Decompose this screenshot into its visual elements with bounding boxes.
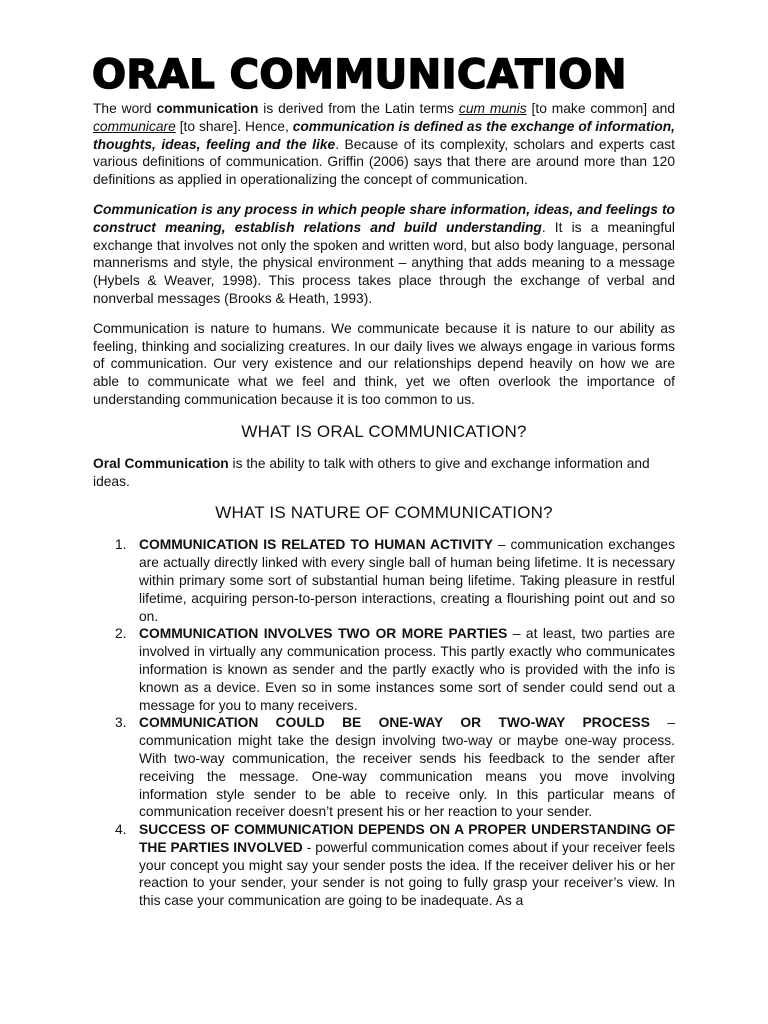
list-number: 1. bbox=[115, 537, 127, 553]
document-body bbox=[93, 100, 675, 910]
paragraph-definition bbox=[93, 201, 675, 308]
text-run: [to make common] and bbox=[526, 101, 675, 116]
paragraph-oral-definition bbox=[93, 455, 675, 491]
text-run: . It is a meaningful exchange that involves not only the spoken and written word, but also body language, personal mannerisms and style, the physical environment – anything that adds meaning to a message (Hybels & Weaver, 1998). This process takes place through the exchange of verbal and nonverbal messages (Brooks & Heath, 1993). bbox=[93, 219, 675, 306]
nature-list bbox=[93, 536, 675, 910]
list-number: 2. bbox=[115, 626, 127, 642]
section-heading-nature: WHAT IS NATURE OF COMMUNICATION? bbox=[215, 503, 553, 523]
text-run: [to share]. Hence, bbox=[175, 118, 293, 134]
list-item-heading: COMMUNICATION INVOLVES TWO OR MORE PARTIES bbox=[139, 626, 508, 642]
term-communication: communication bbox=[156, 101, 259, 116]
list-item-text: - powerful communication comes about if your receiver feels your concept you might say your sender posts the idea. If the receiver deliver his or her reaction to your sender, your sender is not going to fully grasp your receiver’s view. In this case your communication are going to be inadequate. As a bbox=[139, 839, 675, 909]
text-run: The word bbox=[93, 101, 157, 116]
list-item-text: – communication might take the design involving two-way or maybe one-way process. With two-way communication, the receiver sends his feedback to the sender after receiving the message. One-way communication means you move involving information style sender to be able to receive only. In this particular means of communication receiver doesn’t present his or her reaction to your sender. bbox=[139, 715, 675, 820]
text-run: is the ability to talk with others to give and exchange information and ideas. bbox=[93, 455, 650, 489]
list-item bbox=[93, 625, 675, 714]
section-heading-oral: WHAT IS ORAL COMMUNICATION? bbox=[241, 421, 527, 441]
term-cum-munis: cum munis bbox=[458, 101, 527, 116]
paragraph-nature: Communication is nature to humans. We communicate because it is nature to our ability as feeling, thinking and socializing creatures. In our daily lives we always engage in various forms of communication. Our very existence and our relationships depend heavily on how we are able to communicate what we feel and think, yet we often overlook the importance of understanding communication because it is too common to us. bbox=[93, 320, 675, 407]
list-item bbox=[93, 714, 675, 821]
text-run: is derived from the Latin terms bbox=[258, 101, 459, 116]
list-number: 4. bbox=[115, 822, 127, 838]
list-number: 3. bbox=[115, 715, 127, 731]
list-item-text: – communication exchanges are actually directly linked with every single ball of human being lifetime. It is necessary within primary some sort of substantial human being lifetime. Taking pleasure in restful lifetime, acquiring person-to-person interactions, creating a flourishing point out and so on. bbox=[139, 537, 675, 624]
paragraph-etymology bbox=[93, 100, 675, 189]
list-item-heading: SUCCESS OF COMMUNICATION DEPENDS ON A PROPER UNDERSTANDING OF THE PARTIES INVOLVED bbox=[139, 822, 675, 855]
term-oral-communication: Oral Communication bbox=[93, 455, 229, 471]
definition-emphasis: communication is defined as the exchange of information, thoughts, ideas, feeling and the like bbox=[93, 118, 675, 152]
list-item-heading: COMMUNICATION COULD BE ONE-WAY OR TWO-WAY PROCESS bbox=[139, 715, 650, 731]
list-item bbox=[93, 821, 675, 910]
document-title: ORAL COMMUNICATION bbox=[92, 52, 627, 98]
list-item bbox=[93, 536, 675, 625]
list-item-heading: COMMUNICATION IS RELATED TO HUMAN ACTIVITY bbox=[139, 537, 493, 553]
definition-emphasis: Communication is any process in which people share information, ideas, and feelings to construct meaning, establish relations and build understanding bbox=[93, 201, 675, 235]
list-item-text: – at least, two parties are involved in virtually any communication process. This partly exactly who communicates information is known as sender and the partly exactly who is provided with the info is known as a device. Even so in some instances some sort of sender could send out a message for you to many receivers. bbox=[139, 626, 675, 713]
text-run: . Because of its complexity, scholars and experts cast various definitions of communication. Griffin (2006) says that there are around more than 120 definitions as applied in operationalizing the concept of communication. bbox=[93, 136, 675, 188]
term-communicare: communicare bbox=[93, 118, 176, 134]
